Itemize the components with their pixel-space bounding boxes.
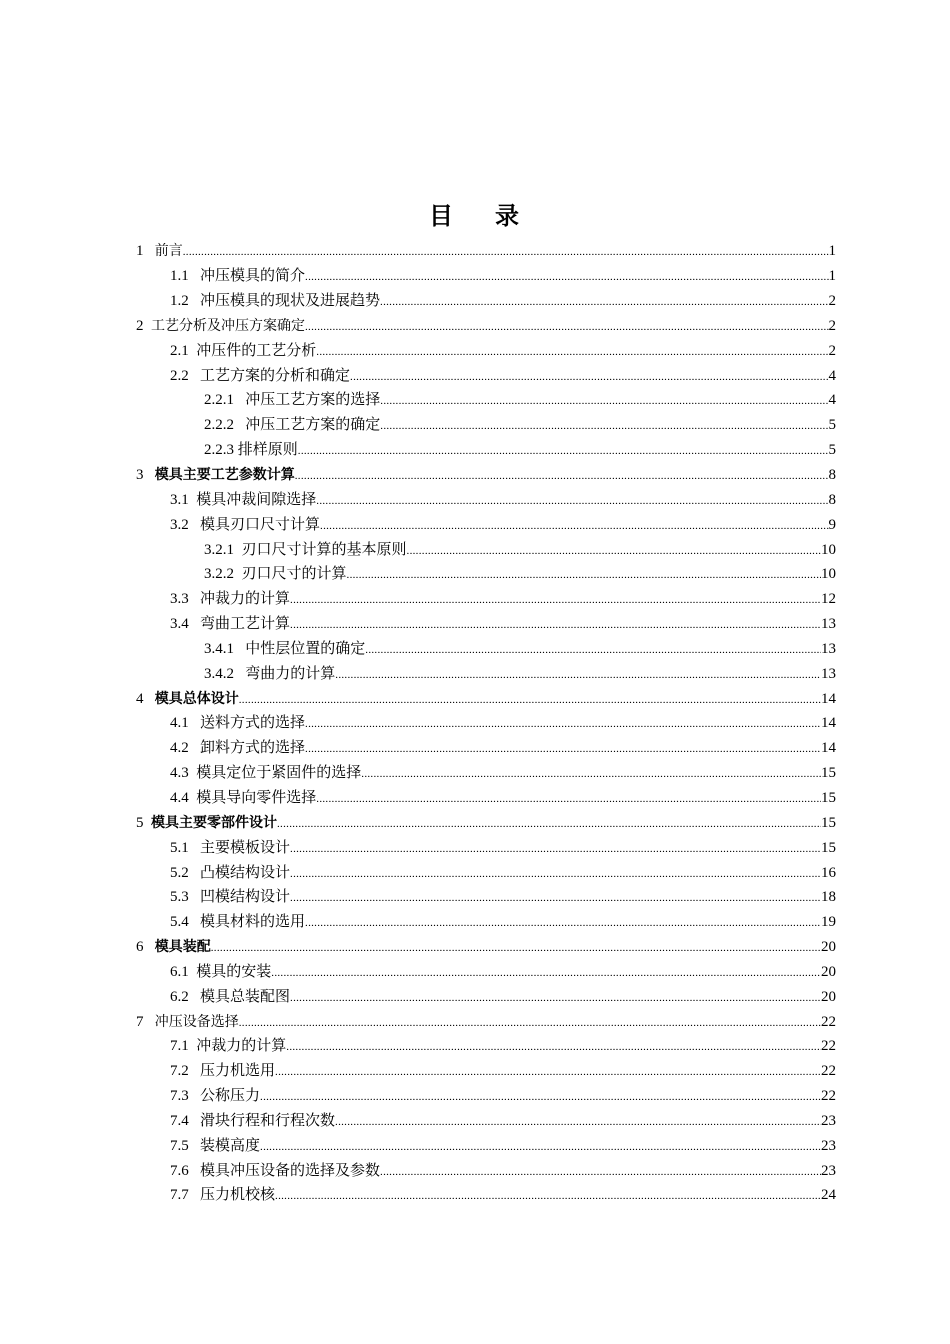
toc-entry[interactable]: [0, 561, 950, 586]
toc-entry-number: 2: [136, 317, 151, 334]
toc-leader-dots: [305, 319, 829, 335]
toc-leader-dots: [211, 940, 821, 956]
toc-entry-title: 送料方式的选择: [200, 715, 306, 732]
toc-entry-line[interactable]: [170, 886, 836, 906]
toc-entry-number: 4.2: [170, 740, 200, 757]
toc-leader-dots: [290, 990, 821, 1006]
toc-leader-dots: [320, 518, 828, 534]
toc-entry-number: 5: [136, 814, 151, 831]
toc-entry-line[interactable]: [170, 514, 836, 534]
toc-entry-line[interactable]: [170, 837, 836, 857]
toc-entry-title: 压力机选用: [200, 1063, 276, 1080]
toc-entry[interactable]: [0, 809, 950, 834]
toc-entry-title: 模具的安装: [196, 963, 272, 980]
page-title: [0, 196, 950, 231]
toc-entry-title: 冲压模具的简介: [200, 268, 306, 285]
toc-entry-number: 5.2: [170, 864, 200, 881]
toc-leader-dots: [183, 244, 829, 260]
toc-entry[interactable]: [0, 511, 950, 536]
toc-entry-page-number: 13: [821, 616, 836, 633]
toc-entry-title: 刃口尺寸的计算: [241, 566, 347, 583]
toc-entry[interactable]: [0, 1182, 950, 1207]
toc-entry-title: 冲裁力的计算: [196, 1038, 287, 1055]
toc-entry-page-number: 2: [828, 342, 836, 359]
toc-entry-line[interactable]: [204, 638, 836, 658]
toc-entry-page-number: 15: [821, 839, 836, 856]
toc-leader-dots: [295, 468, 829, 484]
toc-leader-dots: [316, 493, 828, 509]
toc-entry-number: 2.2.2: [204, 417, 246, 434]
toc-entry[interactable]: [0, 412, 950, 437]
toc-entry[interactable]: [0, 1083, 950, 1108]
toc-entry-line[interactable]: [170, 986, 836, 1006]
toc-leader-dots: [271, 965, 821, 981]
toc-leader-dots: [380, 393, 828, 409]
toc-entry-number: 3.4.2: [204, 665, 246, 682]
toc-leader-dots: [305, 915, 821, 931]
toc-leader-dots: [290, 841, 821, 857]
toc-entry[interactable]: [0, 760, 950, 785]
toc-entry-line[interactable]: [170, 911, 836, 931]
toc-entry[interactable]: [0, 983, 950, 1008]
toc-entry-page-number: 1: [828, 243, 836, 260]
toc-entry-page-number: 14: [821, 690, 836, 707]
toc-entry-page-number: 15: [821, 765, 836, 782]
toc-entry-line[interactable]: [204, 539, 836, 559]
toc-entry-page-number: 22: [821, 1013, 836, 1030]
toc-entry[interactable]: [0, 735, 950, 760]
toc-entry[interactable]: [0, 536, 950, 561]
toc-entry-title: 弯曲工艺计算: [200, 616, 291, 633]
toc-leader-dots: [380, 418, 828, 434]
toc-entry-number: 7.2: [170, 1063, 200, 1080]
toc-entry[interactable]: [0, 387, 950, 412]
toc-leader-dots: [290, 592, 821, 608]
toc-entry-line[interactable]: [170, 961, 836, 981]
toc-entry-number: 4.3: [170, 765, 197, 782]
toc-leader-dots: [239, 1015, 821, 1031]
toc-entry[interactable]: [0, 834, 950, 859]
toc-entry-title: 模具冲压设备的选择及参数: [200, 1162, 381, 1179]
toc-entry-number: 3.3: [170, 591, 200, 608]
toc-entry-number: 7.5: [170, 1137, 200, 1154]
toc-entry-line[interactable]: [170, 762, 836, 782]
toc-entry-line[interactable]: [170, 1184, 836, 1204]
toc-entry-line[interactable]: [204, 663, 836, 683]
toc-entry-line[interactable]: [204, 563, 836, 583]
toc-entry[interactable]: [0, 710, 950, 735]
toc-entry-title: 压力机校核: [200, 1187, 276, 1204]
toc-entry-number: 3.1: [170, 491, 197, 508]
toc-entry-title: 模具定位于紧固件的选择: [196, 765, 362, 782]
toc-entry-line[interactable]: [170, 862, 836, 882]
toc-entry[interactable]: [0, 1058, 950, 1083]
toc-entry-title: 冲压设备选择: [154, 1013, 239, 1030]
title-char-2: 录: [495, 202, 521, 230]
toc-entry[interactable]: [0, 288, 950, 313]
toc-entry-line[interactable]: [170, 787, 836, 807]
toc-entry-number: 4.4: [170, 789, 197, 806]
toc-entry-line[interactable]: [170, 1135, 836, 1155]
toc-entry-page-number: 22: [821, 1088, 836, 1105]
toc-entry-line[interactable]: [170, 1035, 836, 1055]
toc-entry[interactable]: [0, 313, 950, 338]
toc-entry-number: 4.1: [170, 715, 200, 732]
toc-entry-title: 工艺方案的分析和确定: [200, 367, 351, 384]
toc-entry-number: 5.1: [170, 839, 200, 856]
toc-entry[interactable]: [0, 636, 950, 661]
toc-entry-number: 1.2: [170, 293, 200, 310]
toc-leader-dots: [380, 1164, 821, 1180]
toc-entry-page-number: 23: [821, 1162, 836, 1179]
toc-leader-dots: [260, 1089, 821, 1105]
toc-entry-page-number: 20: [821, 939, 836, 956]
toc-entry-page-number: 4: [828, 367, 836, 384]
toc-entry-number: 3.4.1: [204, 640, 246, 657]
toc-entry-number: 2.1: [170, 342, 197, 359]
toc-leader-dots: [298, 443, 829, 459]
toc-entry-page-number: 2: [828, 293, 836, 310]
toc-entry[interactable]: [0, 934, 950, 959]
toc-entry-page-number: 14: [821, 740, 836, 757]
toc-entry-page-number: 15: [821, 789, 836, 806]
toc-leader-dots: [365, 642, 821, 658]
toc-entry-number: 7.3: [170, 1088, 200, 1105]
toc-entry-page-number: 14: [821, 715, 836, 732]
toc-entry-page-number: 24: [821, 1187, 836, 1204]
toc-entry[interactable]: [0, 884, 950, 909]
toc-entry-page-number: 22: [821, 1038, 836, 1055]
toc-entry-page-number: 16: [821, 864, 836, 881]
toc-entry-title: 模具导向零件选择: [196, 789, 317, 806]
toc-entry-line[interactable]: [170, 290, 836, 310]
toc-leader-dots: [316, 344, 828, 360]
toc-entry-title: 卸料方式的选择: [200, 740, 306, 757]
toc-entry-line[interactable]: [170, 1110, 836, 1130]
toc-entry-page-number: 8: [828, 491, 836, 508]
toc-entry-number: 7.7: [170, 1187, 200, 1204]
toc-entry-title: 冲压模具的现状及进展趋势: [200, 293, 381, 310]
toc-entry-title: 前言: [154, 243, 183, 260]
toc-entry-number: 6: [136, 939, 155, 956]
toc-entry-number: 7: [136, 1013, 155, 1030]
toc-entry-page-number: 19: [821, 914, 836, 931]
toc-entry-line[interactable]: [170, 489, 836, 509]
toc-entry[interactable]: [0, 337, 950, 362]
toc-entry-line[interactable]: [170, 1060, 836, 1080]
toc-entry[interactable]: [0, 909, 950, 934]
toc-entry[interactable]: [0, 685, 950, 710]
toc-leader-dots: [305, 716, 821, 732]
toc-entry-title: 弯曲力的计算: [245, 665, 336, 682]
toc-entry[interactable]: [0, 958, 950, 983]
toc-leader-dots: [260, 1139, 821, 1155]
toc-leader-dots: [335, 667, 821, 683]
toc-entry-title: 凸模结构设计: [200, 864, 291, 881]
toc-entry-page-number: 20: [821, 963, 836, 980]
table-of-contents: [0, 238, 950, 1207]
toc-entry-page-number: 2: [828, 317, 836, 334]
toc-entry[interactable]: [0, 611, 950, 636]
toc-entry-number: 2.2.1: [204, 392, 246, 409]
toc-entry-page-number: 10: [821, 541, 836, 558]
toc-leader-dots: [347, 567, 821, 583]
toc-entry[interactable]: [0, 238, 950, 263]
toc-entry-title: 冲压工艺方案的确定: [245, 417, 381, 434]
toc-leader-dots: [277, 816, 821, 832]
toc-leader-dots: [316, 791, 821, 807]
toc-entry[interactable]: [0, 1132, 950, 1157]
toc-entry-number: 7.6: [170, 1162, 200, 1179]
toc-entry-number: 5.3: [170, 889, 200, 906]
toc-entry-line[interactable]: [170, 265, 836, 285]
toc-entry-line[interactable]: [170, 588, 836, 608]
toc-leader-dots: [407, 543, 821, 559]
toc-entry-title: 模具总装配图: [200, 988, 291, 1005]
toc-entry-page-number: 5: [828, 417, 836, 434]
toc-entry[interactable]: [0, 437, 950, 462]
toc-entry-page-number: 1: [828, 268, 836, 285]
toc-entry-title: 主要模板设计: [200, 839, 291, 856]
toc-entry-page-number: 23: [821, 1112, 836, 1129]
toc-entry-line[interactable]: [170, 712, 836, 732]
toc-entry-title: 模具总体设计: [154, 690, 239, 707]
title-char-1: 目: [429, 202, 455, 230]
toc-entry-line[interactable]: [170, 1160, 836, 1180]
toc-entry[interactable]: [0, 1033, 950, 1058]
toc-entry[interactable]: [0, 1108, 950, 1133]
toc-entry-number: 2.2.3: [204, 442, 238, 459]
toc-entry-line[interactable]: [136, 812, 836, 832]
toc-leader-dots: [290, 866, 821, 882]
toc-leader-dots: [380, 294, 828, 310]
toc-entry-title: 冲压工艺方案的选择: [245, 392, 381, 409]
toc-entry[interactable]: [0, 660, 950, 685]
toc-leader-dots: [286, 1039, 821, 1055]
toc-leader-dots: [335, 1114, 821, 1130]
toc-entry[interactable]: [0, 263, 950, 288]
toc-entry-line[interactable]: [136, 240, 836, 260]
toc-entry-number: 1: [136, 243, 155, 260]
toc-entry-title: 公称压力: [200, 1088, 261, 1105]
toc-entry-title: 工艺分析及冲压方案确定: [151, 317, 305, 334]
toc-entry-title: 滑块行程和行程次数: [200, 1112, 336, 1129]
toc-entry-number: 3.4: [170, 616, 200, 633]
toc-entry-number: 6.1: [170, 963, 197, 980]
toc-leader-dots: [239, 692, 821, 708]
toc-entry-page-number: 12: [821, 591, 836, 608]
toc-entry-title: 模具刃口尺寸计算: [200, 516, 321, 533]
toc-entry-number: 3.2.2: [204, 566, 242, 583]
toc-entry-title: 中性层位置的确定: [245, 640, 366, 657]
toc-entry-number: 7.1: [170, 1038, 197, 1055]
toc-entry[interactable]: [0, 362, 950, 387]
toc-entry-page-number: 20: [821, 988, 836, 1005]
toc-entry[interactable]: [0, 1157, 950, 1182]
toc-entry-page-number: 13: [821, 640, 836, 657]
toc-entry-number: 1.1: [170, 268, 200, 285]
toc-entry-title: 冲裁力的计算: [200, 591, 291, 608]
toc-entry-title: 装模高度: [200, 1137, 261, 1154]
toc-entry-page-number: 9: [828, 516, 836, 533]
toc-leader-dots: [350, 369, 828, 385]
toc-entry[interactable]: [0, 586, 950, 611]
toc-entry-page-number: 18: [821, 889, 836, 906]
toc-leader-dots: [275, 1064, 821, 1080]
toc-entry-title: 模具材料的选用: [200, 914, 306, 931]
toc-leader-dots: [275, 1188, 821, 1204]
toc-entry[interactable]: [0, 859, 950, 884]
toc-leader-dots: [290, 890, 821, 906]
toc-entry-page-number: 15: [821, 814, 836, 831]
toc-entry-title: 凹模结构设计: [200, 889, 291, 906]
toc-entry-number: 2.2: [170, 367, 200, 384]
toc-entry-title: 模具冲裁间隙选择: [196, 491, 317, 508]
toc-entry-page-number: 5: [828, 442, 836, 459]
toc-entry-page-number: 13: [821, 665, 836, 682]
toc-leader-dots: [305, 741, 821, 757]
toc-entry-page-number: 8: [828, 467, 836, 484]
toc-entry-page-number: 23: [821, 1137, 836, 1154]
toc-entry-line[interactable]: [136, 688, 836, 708]
toc-entry-line[interactable]: [136, 315, 836, 335]
toc-entry-title: 模具主要工艺参数计算: [154, 467, 295, 484]
toc-entry[interactable]: [0, 785, 950, 810]
toc-entry-number: 3.2.1: [204, 541, 242, 558]
toc-leader-dots: [361, 766, 821, 782]
toc-entry-title: 模具主要零部件设计: [151, 814, 277, 831]
toc-entry-line[interactable]: [170, 365, 836, 385]
toc-leader-dots: [290, 617, 821, 633]
toc-entry-page-number: 22: [821, 1063, 836, 1080]
toc-entry-title: 模具装配: [154, 939, 211, 956]
toc-entry-number: 5.4: [170, 914, 200, 931]
toc-entry-number: 6.2: [170, 988, 200, 1005]
toc-entry-number: 4: [136, 690, 155, 707]
toc-entry-line[interactable]: [170, 340, 836, 360]
toc-entry-line[interactable]: [204, 389, 836, 409]
toc-entry-line[interactable]: [204, 414, 836, 434]
toc-entry-page-number: 10: [821, 566, 836, 583]
toc-entry-number: 3.2: [170, 516, 200, 533]
toc-entry-line[interactable]: [170, 737, 836, 757]
toc-entry-line[interactable]: [204, 439, 836, 459]
toc-entry-number: 7.4: [170, 1112, 200, 1129]
toc-entry[interactable]: [0, 462, 950, 487]
toc-entry-line[interactable]: [136, 1011, 836, 1031]
toc-entry-page-number: 4: [828, 392, 836, 409]
toc-entry-line[interactable]: [136, 936, 836, 956]
toc-entry-title: 刃口尺寸计算的基本原则: [241, 541, 407, 558]
toc-entry-line[interactable]: [170, 613, 836, 633]
toc-entry-title: 排样原则: [237, 442, 298, 459]
toc-entry-line[interactable]: [136, 464, 836, 484]
toc-entry-number: 3: [136, 467, 155, 484]
toc-entry-title: 冲压件的工艺分析: [196, 342, 317, 359]
toc-entry-line[interactable]: [170, 1085, 836, 1105]
toc-entry[interactable]: [0, 486, 950, 511]
toc-entry[interactable]: [0, 1008, 950, 1033]
toc-leader-dots: [305, 269, 828, 285]
